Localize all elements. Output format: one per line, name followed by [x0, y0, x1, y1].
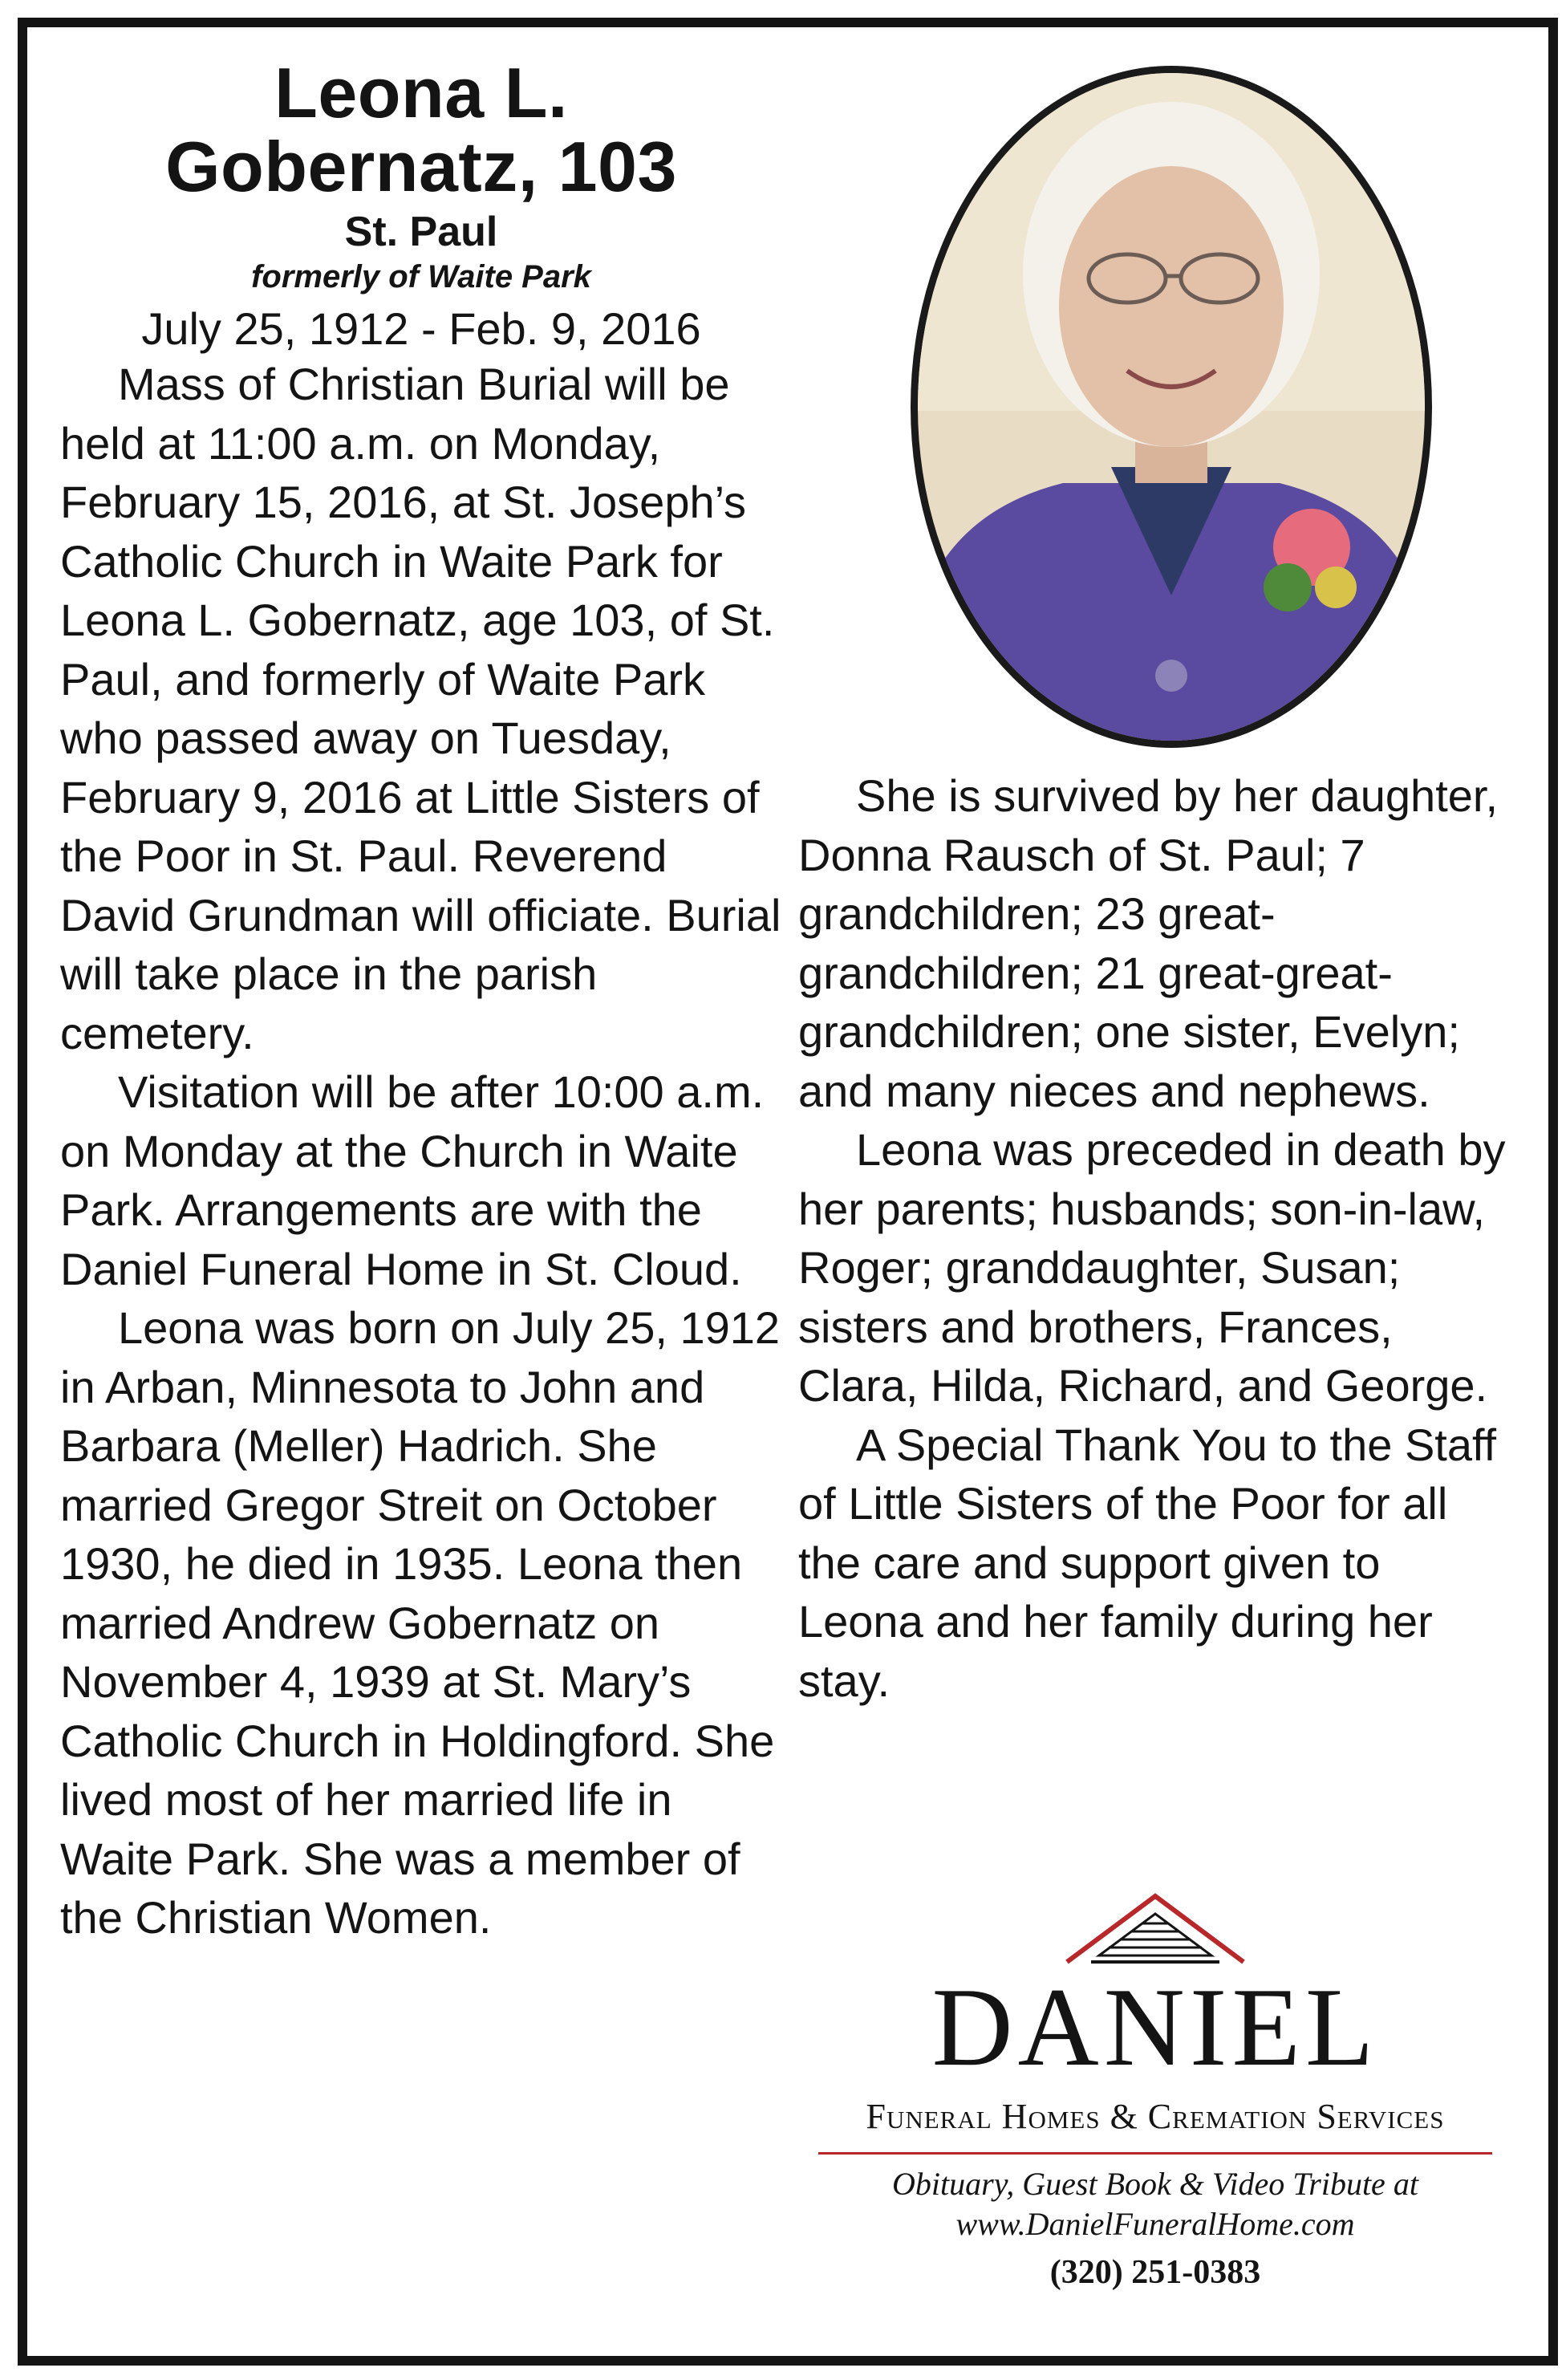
deceased-name-line2: Gobernatz, 103	[165, 127, 677, 206]
survivors-paragraph: She is survived by her daughter, Donna Rausch of St. Paul; 7 grandchildren; 23 great-grandchildren; 21 great-great-grandchildren; one sister, Evelyn; and many nieces and nephews.	[798, 770, 1499, 1116]
preceded-paragraph: Leona was preceded in death by her parents; husbands; son-in-law, Roger; granddaughter, Susan; sisters and brothers, Frances, Clara, Hilda, Richard, and George.	[798, 1124, 1506, 1411]
phone-number: (320) 251-0383	[1049, 2254, 1261, 2291]
online-tribute-text: Obituary, Guest Book & Video Tribute at	[892, 2166, 1418, 2202]
funeral-home-logo	[798, 1890, 1512, 2293]
thank-you-paragraph: A Special Thank You to the Staff of Little Sisters of the Poor for all the care and support given to Leona and her family during her stay.	[798, 1419, 1497, 1706]
red-divider	[818, 2152, 1492, 2155]
deceased-name-line1: Leona L.	[274, 53, 568, 132]
life-dates: July 25, 1912 - Feb. 9, 2016	[141, 303, 701, 354]
former-residence: formerly of Waite Park	[251, 259, 591, 294]
website-link[interactable]: www.DanielFuneralHome.com	[955, 2206, 1355, 2242]
left-column	[60, 53, 782, 1947]
house-roof-icon	[1059, 1890, 1252, 1966]
service-paragraph: Mass of Christian Burial will be held at 11:00 a.m. on Monday, February 15, 2016, at St. Joseph’s Catholic Church in Waite Park for Leona L. Gobernatz, age 103, of St. Paul, and formerly of Waite Park who passed away on Tuesday, February 9, 2016 at Little Sisters of the Poor in St. Paul. Reverend David Grundman will officiate. Burial will take place in the parish cemetery.	[60, 359, 781, 1058]
funeral-home-name: DANIEL	[931, 1965, 1379, 2090]
residence-city: St. Paul	[344, 209, 498, 255]
biography-paragraph: Leona was born on July 25, 1912 in Arban, Minnesota to John and Barbara (Meller) Hadrich. She married Gregor Streit on October 1930, he died in 1935. Leona then married Andrew Gobernatz on November 4, 1939 at St. Mary’s Catholic Church in Holdingford. She lived most of her married life in Waite Park. She was a member of the Christian Women.	[60, 1302, 781, 1943]
portrait-photo	[911, 66, 1432, 748]
visitation-paragraph: Visitation will be after 10:00 a.m. on Monday at the Church in Waite Park. Arrangements are with the Daniel Funeral Home in St. Cloud.	[60, 1066, 765, 1294]
funeral-home-tagline: Funeral Homes & Cremation Services	[866, 2097, 1445, 2136]
right-column	[798, 766, 1512, 1710]
